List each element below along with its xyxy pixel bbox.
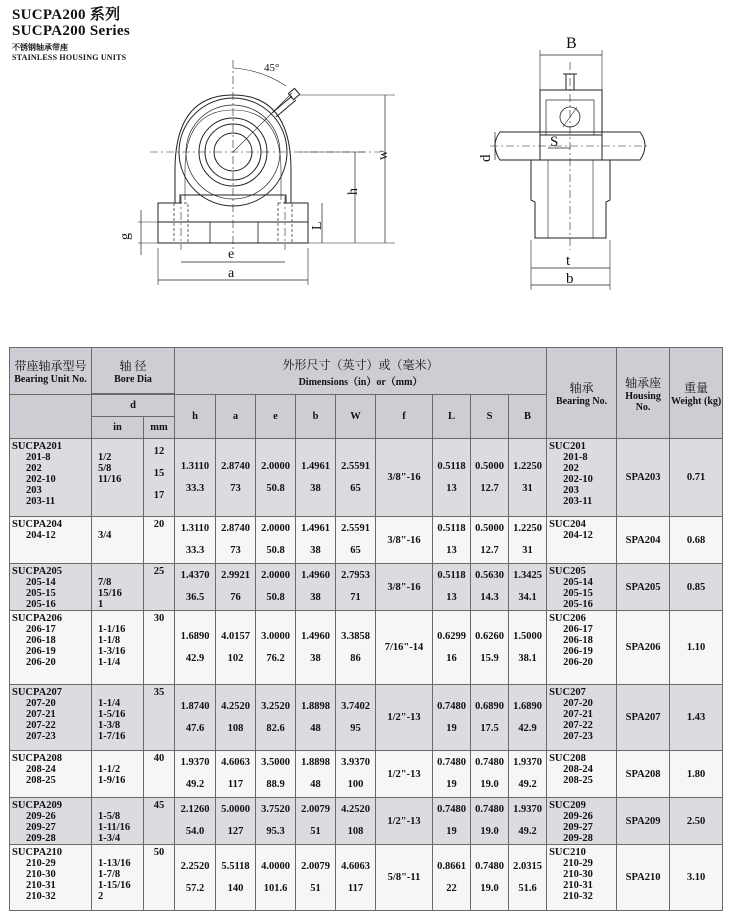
table-row xyxy=(10,439,723,517)
unit-no-cell: SUCPA209 209-26 209-27 209-28 xyxy=(10,798,92,845)
label-d: d xyxy=(478,154,494,162)
dim-b-cell: 1.8898 48 xyxy=(296,685,336,751)
dim-L-cell: 0.7480 19 xyxy=(433,798,471,845)
header-a: a xyxy=(216,395,256,439)
dim-a-cell: 2.8740 73 xyxy=(216,517,256,564)
unit-no-cell: SUCPA208 208-24 208-25 xyxy=(10,751,92,798)
weight-cell: 0.85 xyxy=(670,564,723,611)
dim-a-cell: 5.0000 127 xyxy=(216,798,256,845)
label-b: b xyxy=(566,271,574,287)
dim-S-cell: 0.7480 19.0 xyxy=(471,845,509,911)
dim-h-cell: 1.3110 33.3 xyxy=(175,439,216,517)
weight-cell: 0.68 xyxy=(670,517,723,564)
bearing-no-cell: SUC205 205-14 205-15 205-16 xyxy=(547,564,617,611)
dim-b-cell: 1.4961 38 xyxy=(296,517,336,564)
dim-f-cell: 1/2"-13 xyxy=(376,751,433,798)
label-g: g xyxy=(118,233,133,240)
unit-no-cell: SUCPA204 204-12 xyxy=(10,517,92,564)
dim-B-cell: 1.5000 38.1 xyxy=(509,611,547,685)
dim-W-cell: 4.6063 117 xyxy=(336,845,376,911)
dim-B-cell: 1.3425 34.1 xyxy=(509,564,547,611)
dim-f-cell: 1/2"-13 xyxy=(376,798,433,845)
table-row xyxy=(10,798,723,845)
header-bore: 轴 径 Bore Dia xyxy=(92,348,175,394)
bore-mm-cell: 20 xyxy=(144,517,175,564)
housing-no-cell: SPA207 xyxy=(617,685,670,751)
housing-no-cell: SPA209 xyxy=(617,798,670,845)
dim-h-cell: 1.9370 49.2 xyxy=(175,751,216,798)
weight-cell: 1.10 xyxy=(670,611,723,685)
dim-b-cell: 1.8898 48 xyxy=(296,751,336,798)
dim-a-cell: 4.0157 102 xyxy=(216,611,256,685)
technical-drawing xyxy=(0,0,730,300)
bearing-no-cell: SUC201 201-8 202 202-10 203 203-11 xyxy=(547,439,617,517)
dim-e-cell: 2.0000 50.8 xyxy=(256,517,296,564)
header-W: W xyxy=(336,395,376,439)
unit-no-cell: SUCPA201 201-8 202 202-10 203 203-11 xyxy=(10,439,92,517)
weight-cell: 1.80 xyxy=(670,751,723,798)
subtitle-cn: 不锈钢轴承带座 xyxy=(12,43,68,52)
dim-L-cell: 0.7480 19 xyxy=(433,751,471,798)
housing-no-cell: SPA205 xyxy=(617,564,670,611)
dim-e-cell: 3.0000 76.2 xyxy=(256,611,296,685)
dim-S-cell: 0.5000 12.7 xyxy=(471,439,509,517)
bore-in-cell: 1-5/8 1-11/16 1-3/4 xyxy=(92,798,144,845)
dim-S-cell: 0.7480 19.0 xyxy=(471,751,509,798)
label-L: L xyxy=(310,221,325,230)
weight-cell: 2.50 xyxy=(670,798,723,845)
dim-e-cell: 3.5000 88.9 xyxy=(256,751,296,798)
dim-S-cell: 0.6890 17.5 xyxy=(471,685,509,751)
dim-e-cell: 3.2520 82.6 xyxy=(256,685,296,751)
dim-B-cell: 2.0315 51.6 xyxy=(509,845,547,911)
bearing-no-cell: SUC204 204-12 xyxy=(547,517,617,564)
dim-L-cell: 0.6299 16 xyxy=(433,611,471,685)
dim-S-cell: 0.7480 19.0 xyxy=(471,798,509,845)
table-row xyxy=(10,751,723,798)
bore-mm-cell: 30 xyxy=(144,611,175,685)
bore-in-cell: 1-13/16 1-7/8 1-15/16 2 xyxy=(92,845,144,911)
weight-cell: 3.10 xyxy=(670,845,723,911)
housing-no-cell: SPA203 xyxy=(617,439,670,517)
housing-no-cell: SPA206 xyxy=(617,611,670,685)
table-row xyxy=(10,564,723,611)
label-a: a xyxy=(228,266,235,281)
spec-table xyxy=(9,347,723,911)
dim-b-cell: 2.0079 51 xyxy=(296,845,336,911)
dim-f-cell: 7/16"-14 xyxy=(376,611,433,685)
dim-a-cell: 2.8740 73 xyxy=(216,439,256,517)
dim-B-cell: 1.9370 49.2 xyxy=(509,751,547,798)
bore-mm-cell: 25 xyxy=(144,564,175,611)
header-e: e xyxy=(256,395,296,439)
label-S: S xyxy=(550,134,559,150)
dim-h-cell: 1.6890 42.9 xyxy=(175,611,216,685)
dim-W-cell: 4.2520 108 xyxy=(336,798,376,845)
housing-no-cell: SPA208 xyxy=(617,751,670,798)
dim-S-cell: 0.5000 12.7 xyxy=(471,517,509,564)
dim-b-cell: 1.4960 38 xyxy=(296,564,336,611)
bearing-no-cell: SUC208 208-24 208-25 xyxy=(547,751,617,798)
dim-h-cell: 1.4370 36.5 xyxy=(175,564,216,611)
weight-cell: 0.71 xyxy=(670,439,723,517)
dim-W-cell: 2.5591 65 xyxy=(336,439,376,517)
unit-no-cell: SUCPA205 205-14 205-15 205-16 xyxy=(10,564,92,611)
bearing-no-cell: SUC210 210-29 210-30 210-31 210-32 xyxy=(547,845,617,911)
dim-a-cell: 5.5118 140 xyxy=(216,845,256,911)
bore-in-cell: 1/2 5/8 11/16 xyxy=(92,439,144,517)
dim-b-cell: 1.4961 38 xyxy=(296,439,336,517)
dim-S-cell: 0.6260 15.9 xyxy=(471,611,509,685)
label-B: B xyxy=(566,35,577,52)
weight-cell: 1.43 xyxy=(670,685,723,751)
label-e: e xyxy=(228,247,235,262)
dim-f-cell: 5/8"-11 xyxy=(376,845,433,911)
title-en: SUCPA200 Series xyxy=(12,23,130,39)
unit-no-cell: SUCPA207 207-20 207-21 207-22 207-23 xyxy=(10,685,92,751)
dim-e-cell: 2.0000 50.8 xyxy=(256,439,296,517)
table-row xyxy=(10,685,723,751)
front-view xyxy=(138,60,395,285)
header-f: f xyxy=(376,395,433,439)
subtitle-en: STAINLESS HOUSING UNITS xyxy=(12,53,127,62)
header-weight: 重量 Weight (kg) xyxy=(670,348,723,439)
dim-f-cell: 1/2"-13 xyxy=(376,685,433,751)
housing-no-cell: SPA204 xyxy=(617,517,670,564)
dim-f-cell: 3/8"-16 xyxy=(376,517,433,564)
header-mm: mm xyxy=(144,417,175,439)
header-h: h xyxy=(175,395,216,439)
header-in: in xyxy=(92,417,144,439)
dim-B-cell: 1.2250 31 xyxy=(509,439,547,517)
dim-L-cell: 0.5118 13 xyxy=(433,564,471,611)
header-housing: 轴承座 Housing No. xyxy=(617,348,670,439)
bore-mm-cell: 50 xyxy=(144,845,175,911)
dim-e-cell: 4.0000 101.6 xyxy=(256,845,296,911)
bore-in-cell: 1-1/2 1-9/16 xyxy=(92,751,144,798)
dim-f-cell: 3/8"-16 xyxy=(376,439,433,517)
dim-b-cell: 2.0079 51 xyxy=(296,798,336,845)
bore-in-cell: 1-1/4 1-5/16 1-3/8 1-7/16 xyxy=(92,685,144,751)
header-b: b xyxy=(296,395,336,439)
label-t: t xyxy=(566,253,571,269)
bore-mm-cell: 45 xyxy=(144,798,175,845)
dim-B-cell: 1.2250 31 xyxy=(509,517,547,564)
title-cn: SUCPA200 系列 xyxy=(12,7,121,23)
header-dimensions: 外形尺寸（英寸）或（毫米） Dimensions（in）or（mm） xyxy=(175,348,547,395)
dim-h-cell: 2.1260 54.0 xyxy=(175,798,216,845)
bearing-no-cell: SUC206 206-17 206-18 206-19 206-20 xyxy=(547,611,617,685)
dim-a-cell: 4.2520 108 xyxy=(216,685,256,751)
table-row xyxy=(10,517,723,564)
dim-h-cell: 2.2520 57.2 xyxy=(175,845,216,911)
unit-no-cell: SUCPA206 206-17 206-18 206-19 206-20 xyxy=(10,611,92,685)
table-row xyxy=(10,611,723,685)
label-h: h xyxy=(346,188,361,195)
dim-B-cell: 1.6890 42.9 xyxy=(509,685,547,751)
bore-in-cell: 1-1/16 1-1/8 1-3/16 1-1/4 xyxy=(92,611,144,685)
dim-W-cell: 2.5591 65 xyxy=(336,517,376,564)
angle-label: 45° xyxy=(264,62,280,74)
dim-h-cell: 1.3110 33.3 xyxy=(175,517,216,564)
dim-W-cell: 3.9370 100 xyxy=(336,751,376,798)
header-B: B xyxy=(509,395,547,439)
dim-a-cell: 4.6063 117 xyxy=(216,751,256,798)
bearing-no-cell: SUC207 207-20 207-21 207-22 207-23 xyxy=(547,685,617,751)
dim-L-cell: 0.8661 22 xyxy=(433,845,471,911)
dim-a-cell: 2.9921 76 xyxy=(216,564,256,611)
header-d: d xyxy=(92,395,175,417)
dim-L-cell: 0.5118 13 xyxy=(433,517,471,564)
header-L: L xyxy=(433,395,471,439)
dim-e-cell: 3.7520 95.3 xyxy=(256,798,296,845)
dim-W-cell: 3.3858 86 xyxy=(336,611,376,685)
unit-no-cell: SUCPA210 210-29 210-30 210-31 210-32 xyxy=(10,845,92,911)
header-S: S xyxy=(471,395,509,439)
spec-table-body xyxy=(10,439,723,911)
dim-W-cell: 2.7953 71 xyxy=(336,564,376,611)
housing-no-cell: SPA210 xyxy=(617,845,670,911)
bore-in-cell: 3/4 xyxy=(92,517,144,564)
dim-h-cell: 1.8740 47.6 xyxy=(175,685,216,751)
bore-mm-cell: 35 xyxy=(144,685,175,751)
dim-L-cell: 0.5118 13 xyxy=(433,439,471,517)
dim-b-cell: 1.4960 38 xyxy=(296,611,336,685)
dim-S-cell: 0.5630 14.3 xyxy=(471,564,509,611)
dim-B-cell: 1.9370 49.2 xyxy=(509,798,547,845)
table-row xyxy=(10,845,723,911)
header-bearing: 轴承 Bearing No. xyxy=(547,348,617,439)
bore-mm-cell: 12 15 17 xyxy=(144,439,175,517)
dim-e-cell: 2.0000 50.8 xyxy=(256,564,296,611)
bore-mm-cell: 40 xyxy=(144,751,175,798)
dim-L-cell: 0.7480 19 xyxy=(433,685,471,751)
dim-f-cell: 3/8"-16 xyxy=(376,564,433,611)
bore-in-cell: 7/8 15/16 1 xyxy=(92,564,144,611)
header-unit: 带座轴承型号 Bearing Unit No. xyxy=(10,348,92,395)
dim-W-cell: 3.7402 95 xyxy=(336,685,376,751)
bearing-no-cell: SUC209 209-26 209-27 209-28 xyxy=(547,798,617,845)
label-w: w xyxy=(376,149,391,160)
